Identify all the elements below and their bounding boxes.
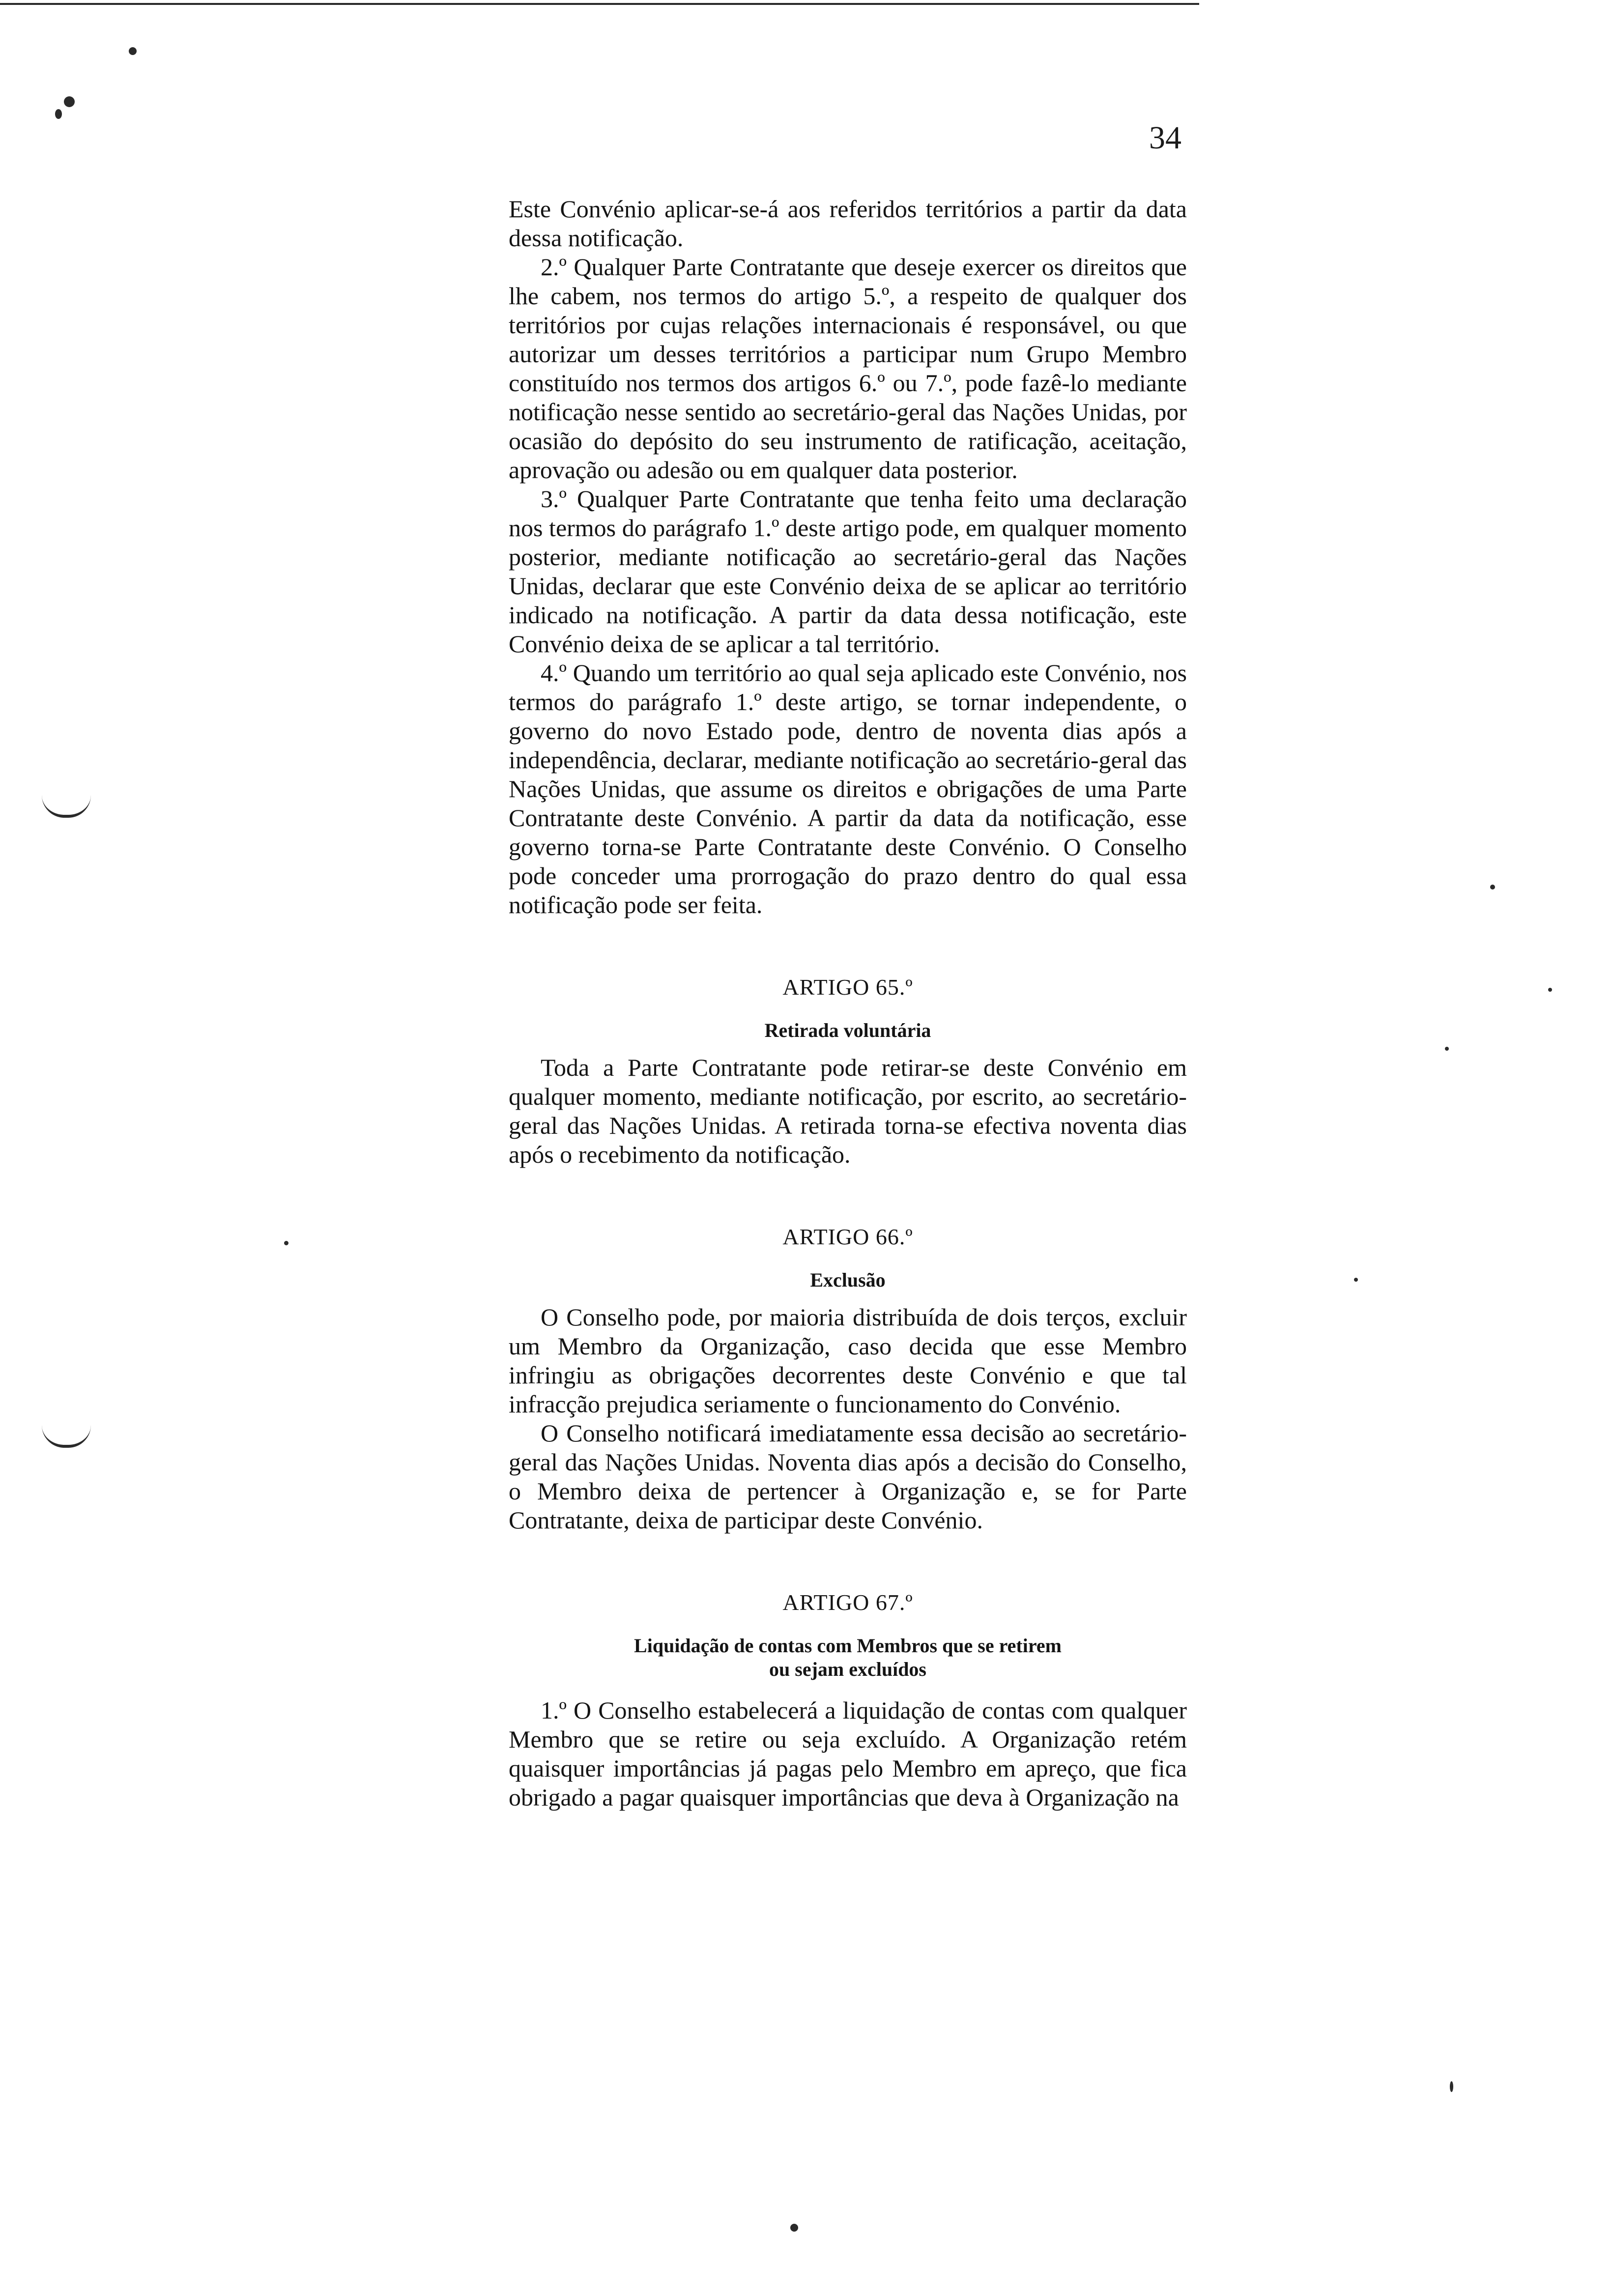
scan-speck xyxy=(790,2224,798,2232)
scan-speck xyxy=(1450,2081,1453,2092)
scan-speck xyxy=(1354,1278,1358,1282)
scan-speck xyxy=(1445,1047,1449,1051)
article-67-subtitle-line-1: Liquidação de contas com Membros que se retirem xyxy=(634,1635,1062,1657)
scan-speck xyxy=(284,1241,288,1245)
article-65-subtitle: Retirada voluntária xyxy=(764,1019,931,1041)
scan-top-edge xyxy=(0,3,1199,5)
scan-speck xyxy=(1490,885,1495,890)
article-65-paragraph-1: Toda a Parte Contratante pode retirar-se deste Convénio em qualquer momento, mediante notificação, por escrito, ao secretário-geral das Nações Unidas. A retirada torna-se efectiva noventa dias após o recebimento da notificação. xyxy=(509,1054,1187,1168)
scan-mark xyxy=(42,795,91,818)
article-64-paragraph-1-continuation: Este Convénio aplicar-se-á aos referidos territórios a partir da data dessa notificação. xyxy=(509,195,1187,252)
page-number: 34 xyxy=(1149,120,1181,156)
scan-mark xyxy=(42,1425,91,1448)
article-66-paragraph-1: O Conselho pode, por maioria distribuída de dois terços, excluir um Membro da Organização, caso decida que esse Membro infringiu as obrigações decorrentes deste Convénio e que tal infracção prejudica seriamente o funcionamento do Convénio. xyxy=(509,1303,1187,1418)
document-text xyxy=(509,195,1187,1812)
article-64-paragraph-4: 4.º Quando um território ao qual seja aplicado este Convénio, nos termos do parágrafo 1.º deste artigo, se tornar independente, o governo do novo Estado pode, dentro de noventa dias após a independência, declarar, mediante notificação ao secretário-geral das Nações Unidas, que assume os direitos e obrigações de uma Parte Contratante deste Convénio. A partir da data da notificação, esse governo torna-se Parte Contratante deste Convénio. O Conselho pode conceder uma prorrogação do prazo dentro do qual essa notificação pode ser feita. xyxy=(509,659,1187,918)
article-65-heading: ARTIGO 65.º xyxy=(782,975,913,1000)
scan-speck xyxy=(129,47,137,55)
scan-speck xyxy=(1548,988,1552,992)
scan-speck xyxy=(55,109,62,119)
article-66-heading: ARTIGO 66.º xyxy=(782,1224,913,1249)
article-67-heading: ARTIGO 67.º xyxy=(782,1590,913,1615)
article-64-paragraph-3: 3.º Qualquer Parte Contratante que tenha feito uma declaração nos termos do parágrafo 1.º deste artigo pode, em qualquer momento posterior, mediante notificação ao secretário-geral das Nações Unidas, declarar que este Convénio deixa de se aplicar ao território indicado na notificação. A partir da data dessa notificação, este Convénio deixa de se aplicar a tal território. xyxy=(509,485,1187,658)
article-66-subtitle: Exclusão xyxy=(810,1269,886,1291)
article-67-subtitle xyxy=(509,1634,1187,1681)
article-67-subtitle-line-2: ou sejam excluídos xyxy=(769,1658,926,1680)
scan-speck xyxy=(64,96,75,107)
article-66-paragraph-2: O Conselho notificará imediatamente essa decisão ao secretário-geral das Nações Unidas. Noventa dias após a decisão do Conselho, o Membro deixa de pertencer à Organização e, se for Parte Contratante, deixa de participar deste Convénio. xyxy=(509,1419,1187,1534)
article-64-paragraph-2: 2.º Qualquer Parte Contratante que deseje exercer os direitos que lhe cabem, nos termos do artigo 5.º, a respeito de qualquer dos territórios por cujas relações internacionais é responsável, ou que autorizar um desses territórios a participar num Grupo Membro constituído nos termos dos artigos 6.º ou 7.º, pode fazê-lo mediante notificação nesse sentido ao secretário-geral das Nações Unidas, por ocasião do depósito do seu instrumento de ratificação, aceitação, aprovação ou adesão ou em qualquer data posterior. xyxy=(509,253,1187,484)
article-67-paragraph-1: 1.º O Conselho estabelecerá a liquidação de contas com qualquer Membro que se retire ou seja excluído. A Organização retém quaisquer importâncias já pagas pelo Membro em apreço, que fica obrigado a pagar quaisquer importâncias que deva à Organização na xyxy=(509,1696,1187,1811)
